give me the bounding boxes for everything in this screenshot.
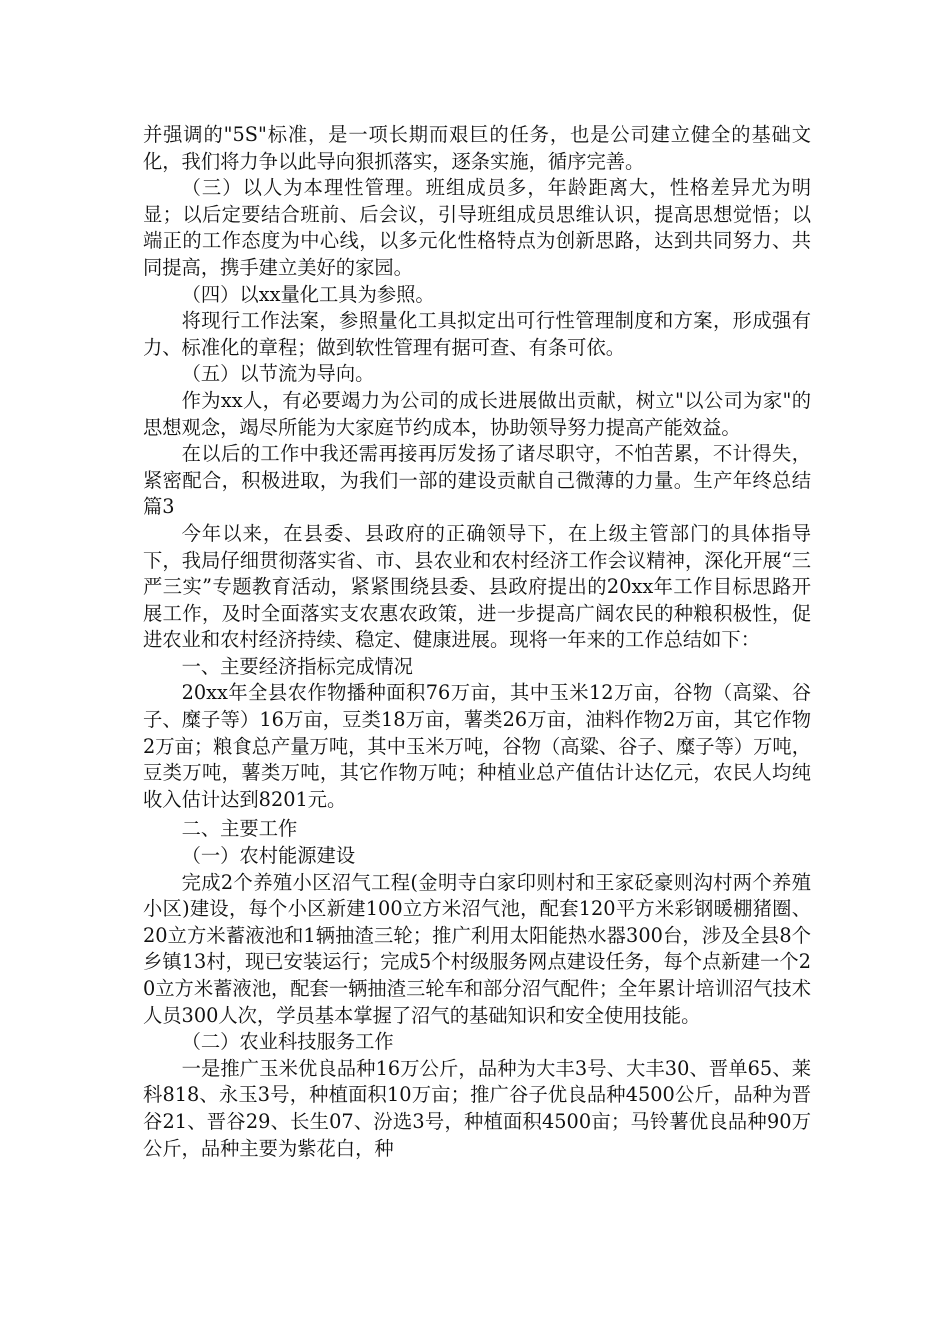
paragraph-3: （四）以xx量化工具为参照。: [181, 282, 435, 306]
section-heading-1: 一、主要经济指标完成情况: [181, 654, 413, 678]
paragraph-7: 在以后的工作中我还需再接再厉发扬了诸尽职守，不怕苦累，不计得失，紧密配合，积极进取，为我们一部的建设贡献自己微薄的力量。生产年终总结 篇3: [143, 442, 811, 519]
subsection-heading-2: （二）农业科技服务工作: [181, 1030, 394, 1054]
paragraph-8: 今年以来，在县委、县政府的正确领导下，在上级主管部门的具体指导下，我局仔细贯彻落实省、市、县农业和农村经济工作会议精神，深化开展“三严三实”专题教育活动，紧紧围绕县委、县政府提出的20xx年工作目标思路开展工作，及时全面落实支农惠农政策，进一步提高广阔农民的种粮积极性，促进农业和农村经济持续、稳定、健康进展。现将一年来的工作总结如下：: [143, 521, 811, 652]
paragraph-15: 一是推广玉米优良品种16万公斤，品种为大丰3号、大丰30、晋单65、莱科818、永玉3号，种植面积10万亩；推广谷子优良品种4500公斤，品种为晋谷21、晋谷29、长生07、汾选3号，种植面积4500亩；马铃薯优良品种90万公斤，品种主要为紫花白，种: [143, 1056, 811, 1160]
paragraph-10: 20xx年全县农作物播种面积76万亩，其中玉米12万亩，谷物（高粱、谷子、糜子等）16万亩，豆类18万亩，薯类26万亩，油料作物2万亩，其它作物2万亩；粮食总产量万吨，其中玉米万吨，谷物（高粱、谷子、糜子等）万吨，豆类万吨，薯类万吨，其它作物万吨；种植业总产值估计达亿元，农民人均纯收入估计达到8201元。: [143, 681, 811, 811]
paragraph-6: 作为xx人，有必要竭力为公司的成长进展做出贡献，树立"以公司为家"的思想观念，竭尽所能为大家庭节约成本，协助领导努力提高产能效益。: [143, 388, 811, 439]
paragraph-1: 并强调的"5S"标准，是一项长期而艰巨的任务，也是公司建立健全的基础文化，我们将力争以此导向狠抓落实，逐条实施，循序完善。: [143, 123, 811, 173]
subsection-heading-1: （一）农村能源建设: [181, 844, 356, 868]
paragraph-13: 完成2个养殖小区沼气工程(金明寺白家印则村和王家砭豪则沟村两个养殖小区)建设，每个小区新建100立方米沼气池，配套120平方米彩钢暖棚猪圈、20立方米蓄液池和1辆抽渣三轮；推广利用太阳能热水器300台，涉及全县8个乡镇13村，现已安装运行；完成5个村级服务网点建设任务，每个点新建一个20立方米蓄液池，配套一辆抽渣三轮车和部分沼气配件；全年累计培训沼气技术人员300人次，学员基本掌握了沼气的基础知识和安全使用技能。: [143, 870, 811, 1027]
document-page: [143, 122, 811, 1162]
paragraph-5: （五）以节流为导向。: [181, 362, 375, 386]
section-heading-2: 二、主要工作: [181, 817, 298, 841]
paragraph-4: 将现行工作法案，参照量化工具拟定出可行性管理制度和方案，形成强有力、标准化的章程；做到软性管理有据可查、有条可依。: [143, 309, 811, 359]
paragraph-2: （三）以人为本理性管理。班组成员多，年龄距离大，性格差异尤为明显；以后定要结合班前、后会议，引导班组成员思维认识，提高思想觉悟；以端正的工作态度为中心线，以多元化性格特点为创新思路，达到共同努力、共同提高，携手建立美好的家园。: [143, 176, 811, 279]
